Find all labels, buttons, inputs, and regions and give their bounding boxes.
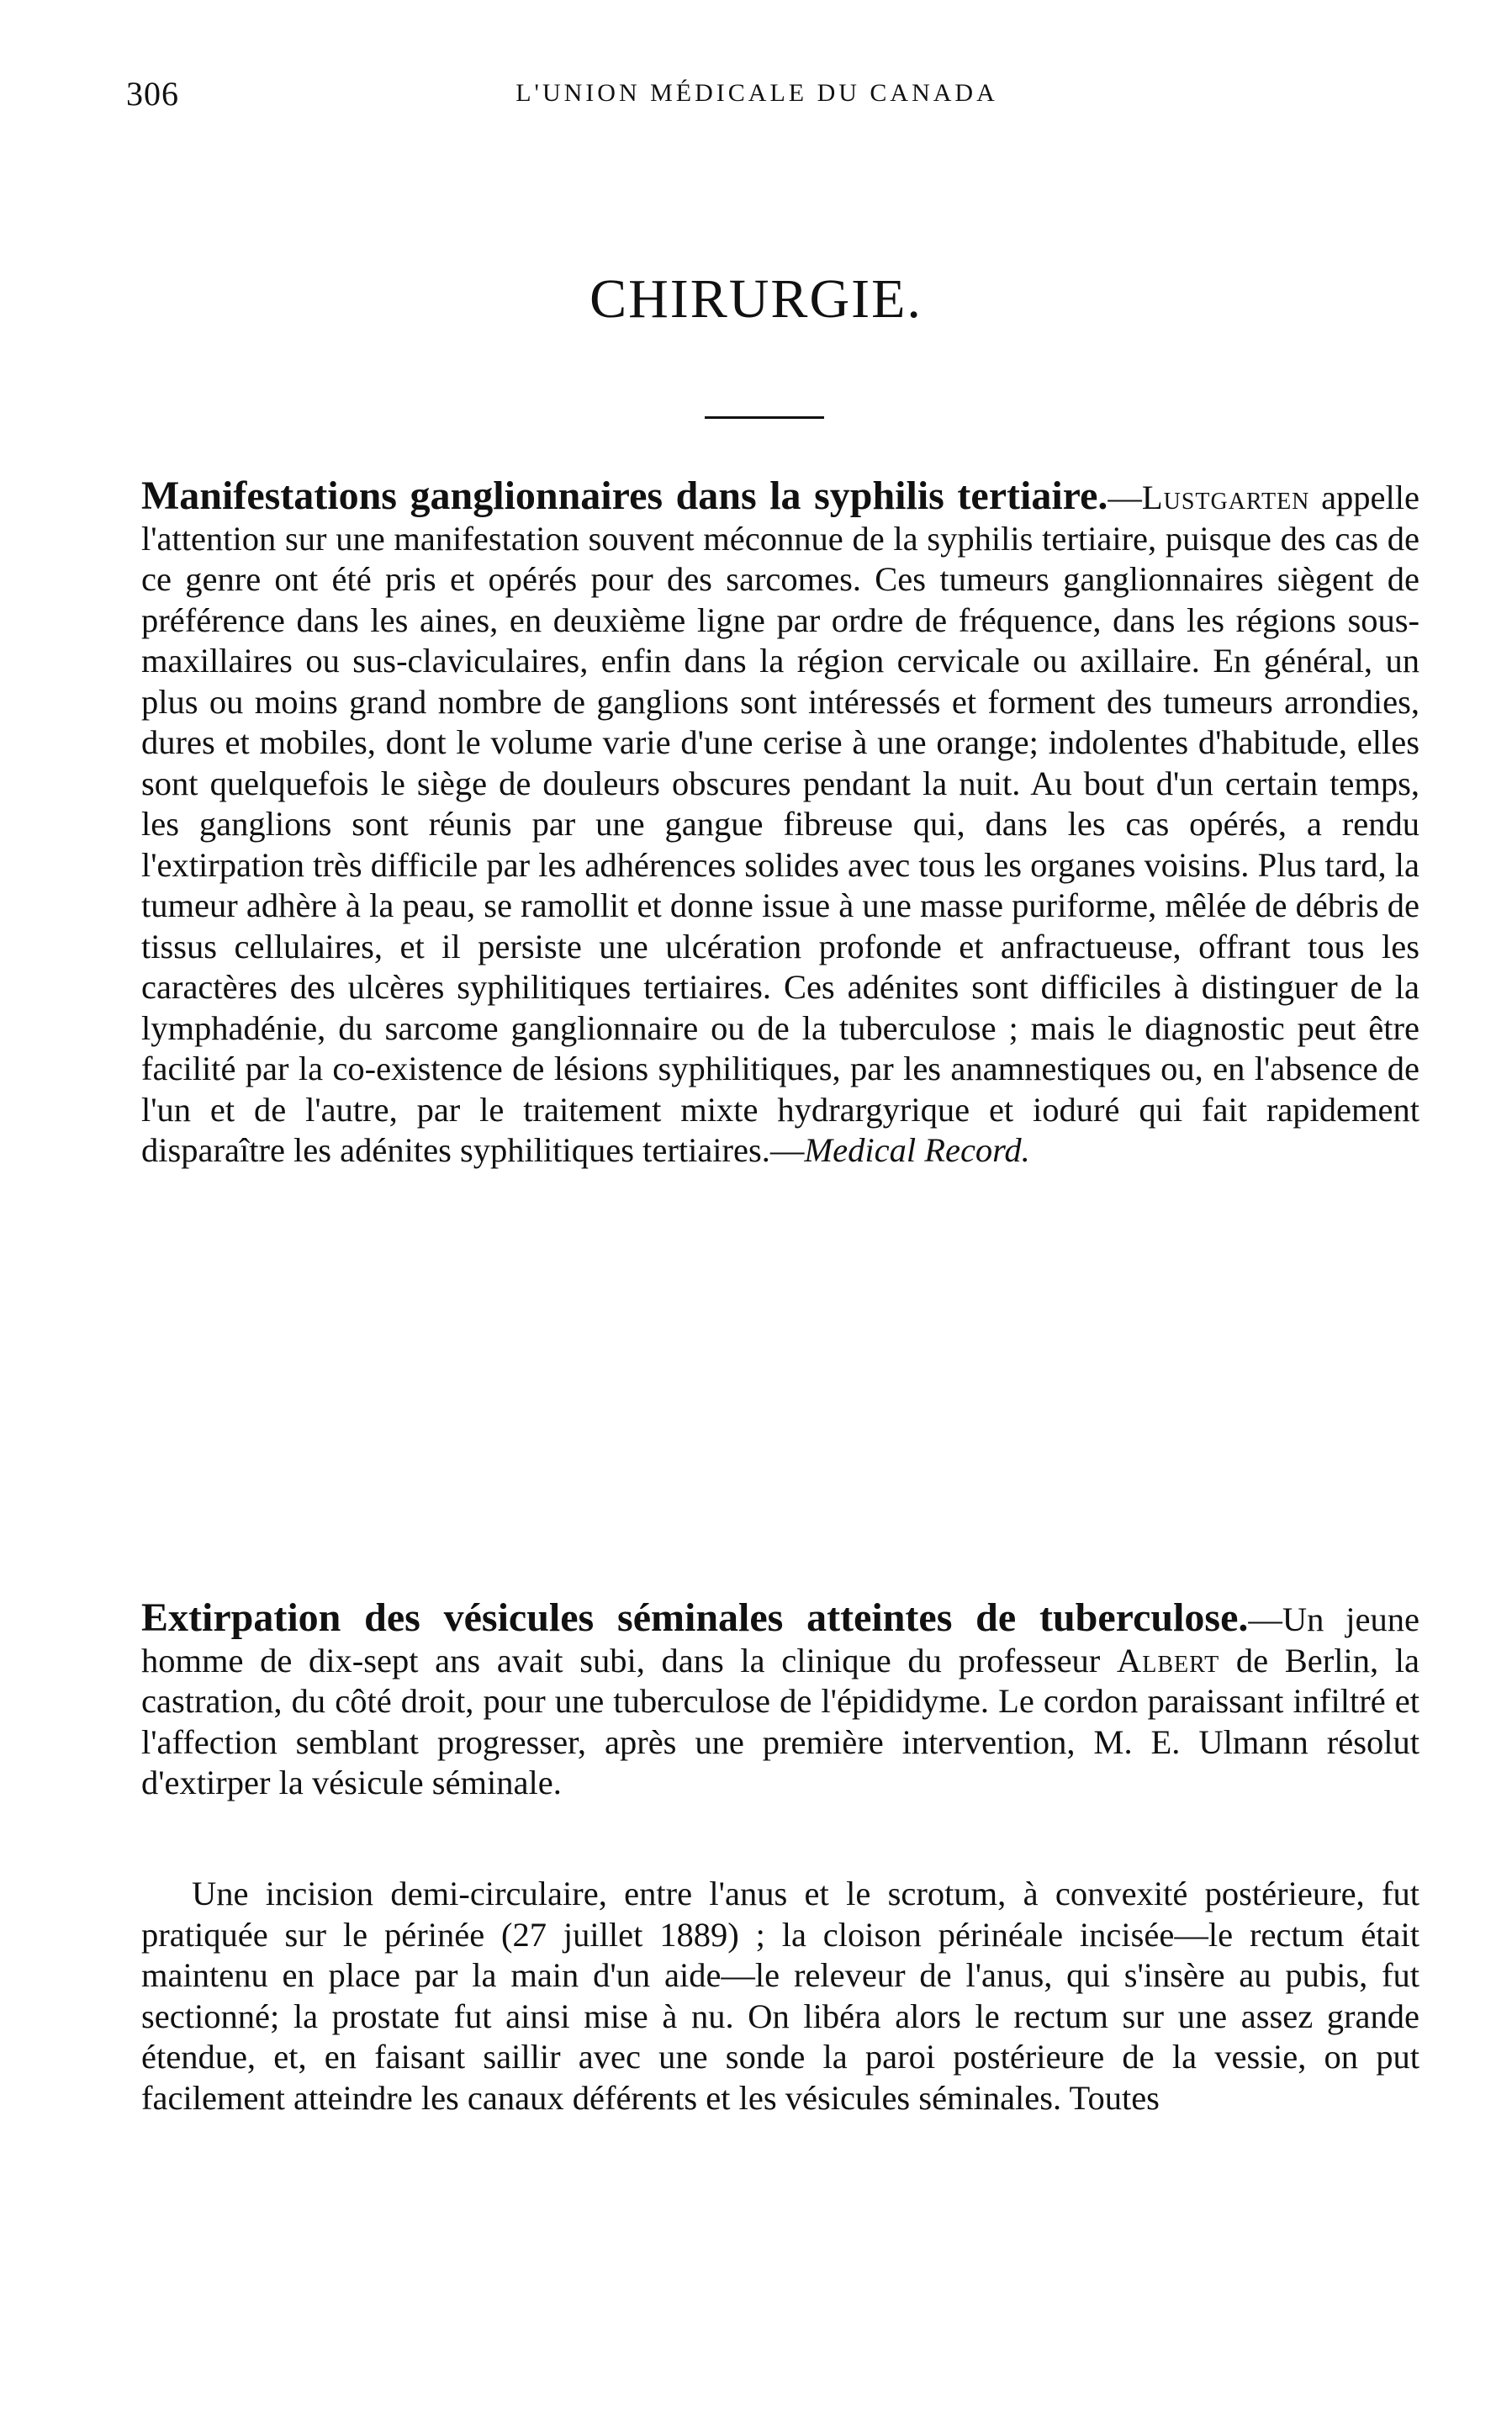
author-name: Albert: [1116, 1641, 1220, 1679]
title-dash: —: [1248, 1600, 1282, 1638]
article-paragraph: Une incision demi-circulaire, entre l'anus et le scrotum, à convexité postérieure, fut pratiquée sur le périnée (27 juillet 1889) ; la cloison périnéale incisée—le rectum était maintenu en place par la main d'un aide—le releveur de l'anus, qui s'insère au pubis, fut sectionné; la prostate fut ainsi mise à nu. On libéra alors le rectum sur une assez grande étendue, et, en faisant saillir avec une sonde la paroi postérieure de la vessie, on put facilement atteindre les canaux déférents et les vésicules séminales. Toutes: [141, 1875, 1419, 2117]
article-manifestations-ganglionnaires: [141, 473, 1419, 1172]
article-extirpation-vesicules: [141, 1595, 1420, 1804]
author-name: Lustgarten: [1141, 479, 1310, 516]
article-body-intro: Un jeune homme de dix-sept ans avait subi, dans la clinique du professeur: [141, 1600, 1419, 1679]
article-title: Manifestations ganglionnaires dans la syphilis tertiaire.: [141, 473, 1108, 518]
article-body: appelle l'attention sur une manifestation souvent méconnue de la syphilis tertiaire, puisque des cas de ce genre ont été pris et opérés pour des sarcomes. Ces tumeurs ganglionnaires siègent de préférence dans les aines, en deuxième ligne par ordre de fréquence, dans les régions sous-maxillaires ou sus-claviculaires, enfin dans la région cervicale ou axillaire. En général, un plus ou moins grand nombre de ganglions sont intéressés et forment des tumeurs arrondies, dures et mobiles, dont le volume varie d'une cerise à une orange; indolentes d'habitude, elles sont quelquefois le siège de douleurs obscures pendant la nuit. Au bout d'un certain temps, les ganglions sont réunis par une gangue fibreuse qui, dans les cas opérés, a rendu l'extirpation très difficile par les adhérences solides avec tous les organes voisins. Plus tard, la tumeur adhère à la peau, se ramollit et donne issue à une masse puriforme, mêlée de débris de tissus cellulaires, et il persiste une ulcération profonde et anfractueuse, offrant tous les caractères des ulcères syphilitiques tertiaires. Ces adénites sont difficiles à distinguer de la lymphadénie, du sarcome ganglionnaire ou de la tuberculose ; mais le diagnostic peut être facilité par la co-existence de lésions syphilitiques, par les anamnestiques ou, en l'absence de l'un et de l'autre, par le traitement mixte hydrargyrique et ioduré qui fait rapidement disparaître les adénites syphilitiques tertiaires.: [141, 479, 1419, 1169]
title-dash: —: [1108, 479, 1142, 516]
article-body-continued: de Berlin, la castration, du côté droit, pour une tuberculose de l'épididyme. Le cordon paraissant infiltré et l'affection semblant progresser, après une première intervention, M. E. Ulmann résolut d'extirper la vésicule séminale.: [141, 1641, 1420, 1801]
citation-dash: —: [769, 1131, 805, 1169]
citation-source: Medical Record.: [804, 1131, 1030, 1169]
running-head: [126, 74, 1388, 116]
journal-title: L'UNION MÉDICALE DU CANADA: [515, 79, 998, 107]
section-title: CHIRURGIE.: [589, 268, 923, 330]
page-number: 306: [126, 75, 179, 113]
section-divider: [705, 416, 824, 419]
article-title: Extirpation des vésicules séminales atteintes de tuberculose.: [141, 1595, 1249, 1640]
